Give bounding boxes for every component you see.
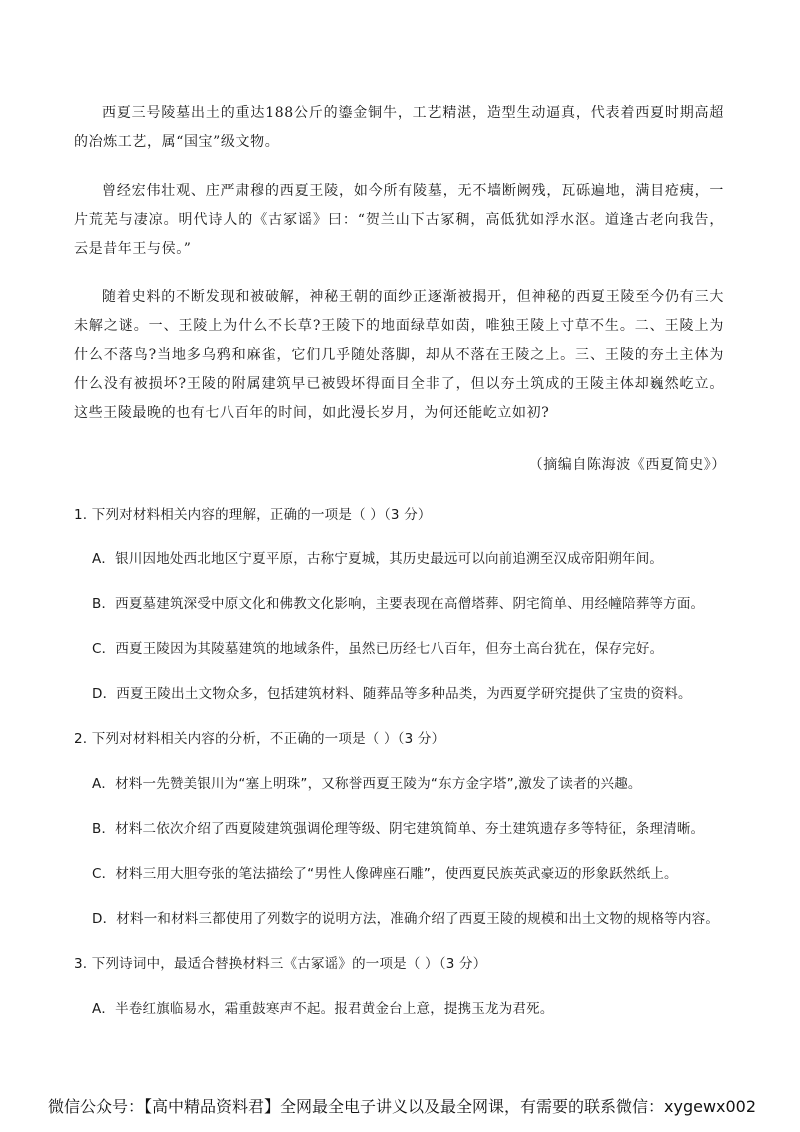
question-1-option-c: C．西夏王陵因为其陵墓建筑的地域条件，虽然已历经七八百年，但夯土高台犹在，保存完好。 bbox=[92, 641, 664, 657]
question-1-option-a: A．银川因地处西北地区宁夏平原，古称宁夏城，其历史最远可以向前追溯至汉成帝阳朔年间。 bbox=[92, 551, 664, 567]
question-1-option-d: D．西夏王陵出土文物众多，包括建筑材料、随葬品等多种品类，为西夏学研究提供了宝贵的资料。 bbox=[92, 686, 692, 702]
footer-watermark-text: 微信公众号：【高中精品资料君】全网最全电子讲义以及最全网课，有需要的联系微信：xygewx002 bbox=[48, 1097, 757, 1116]
question-3-option-a: A．半卷红旗临易水，霜重鼓寒声不起。报君黄金台上意，提携玉龙为君死。 bbox=[92, 1001, 554, 1017]
question-2-option-d: D．材料一和材料三都使用了列数字的说明方法，准确介绍了西夏王陵的规模和出土文物的规格等内容。 bbox=[92, 911, 720, 927]
passage-paragraph-1: 西夏三号陵墓出土的重达188公斤的鎏金铜牛，工艺精湛，造型生动逼真，代表着西夏时期高超的冶炼工艺，属“国宝”级文物。 bbox=[74, 105, 724, 150]
question-2-option-c: C．材料三用大胆夸张的笔法描绘了“男性人像碑座石雕”，使西夏民族英武豪迈的形象跃然纸上。 bbox=[92, 866, 678, 882]
passage-paragraph-2: 曾经宏伟壮观、庄严肃穆的西夏王陵，如今所有陵墓，无不墙断阙残，瓦砾遍地，满目疮痍，一片荒芜与凄凉。明代诗人的《古冢谣》曰：“贺兰山下古冢稠，高低犹如浮水沤。道逢古老向我告，云是昔年王与侯。” bbox=[74, 183, 724, 257]
passage-paragraph-3: 随着史料的不断发现和被破解，神秘王朝的面纱正逐渐被揭开，但神秘的西夏王陵至今仍有三大未解之谜。一、王陵上为什么不长草?王陵下的地面绿草如茵，唯独王陵上寸草不生。二、王陵上为什么不落鸟?当地多乌鸦和麻雀，它们几乎随处落脚，却从不落在王陵之上。三、王陵的夯土主体为什么没有被损坏?王陵的附属建筑早已被毁坏得面目全非了，但以夯土筑成的王陵主体却巍然屹立。这些王陵最晚的也有七八百年的时间，如此漫长岁月，为何还能屹立如初? bbox=[74, 289, 724, 421]
question-2-option-b: B．材料二依次介绍了西夏陵建筑强调伦理等级、阴宅建筑简单、夯土建筑遗存多等特征，条理清晰。 bbox=[92, 821, 705, 837]
question-1-option-b: B．西夏墓建筑深受中原文化和佛教文化影响，主要表现在高僧塔葬、阴宅简单、用经幢陪葬等方面。 bbox=[92, 596, 705, 612]
question-2-option-a: A．材料一先赞美银川为“塞上明珠”，又称誉西夏王陵为“东方金字塔”,激发了读者的兴趣。 bbox=[92, 776, 642, 792]
question-2-stem: 2. 下列对材料相关内容的分析，不正确的一项是（ ）（3 分） bbox=[74, 731, 446, 747]
source-citation: （摘编自陈海波《西夏简史》） bbox=[528, 457, 726, 473]
question-1-stem: 1. 下列对材料相关内容的理解，正确的一项是（ ）（3 分） bbox=[74, 507, 432, 523]
question-3-stem: 3. 下列诗词中，最适合替换材料三《古冢谣》的一项是（ ）（3 分） bbox=[74, 956, 487, 972]
